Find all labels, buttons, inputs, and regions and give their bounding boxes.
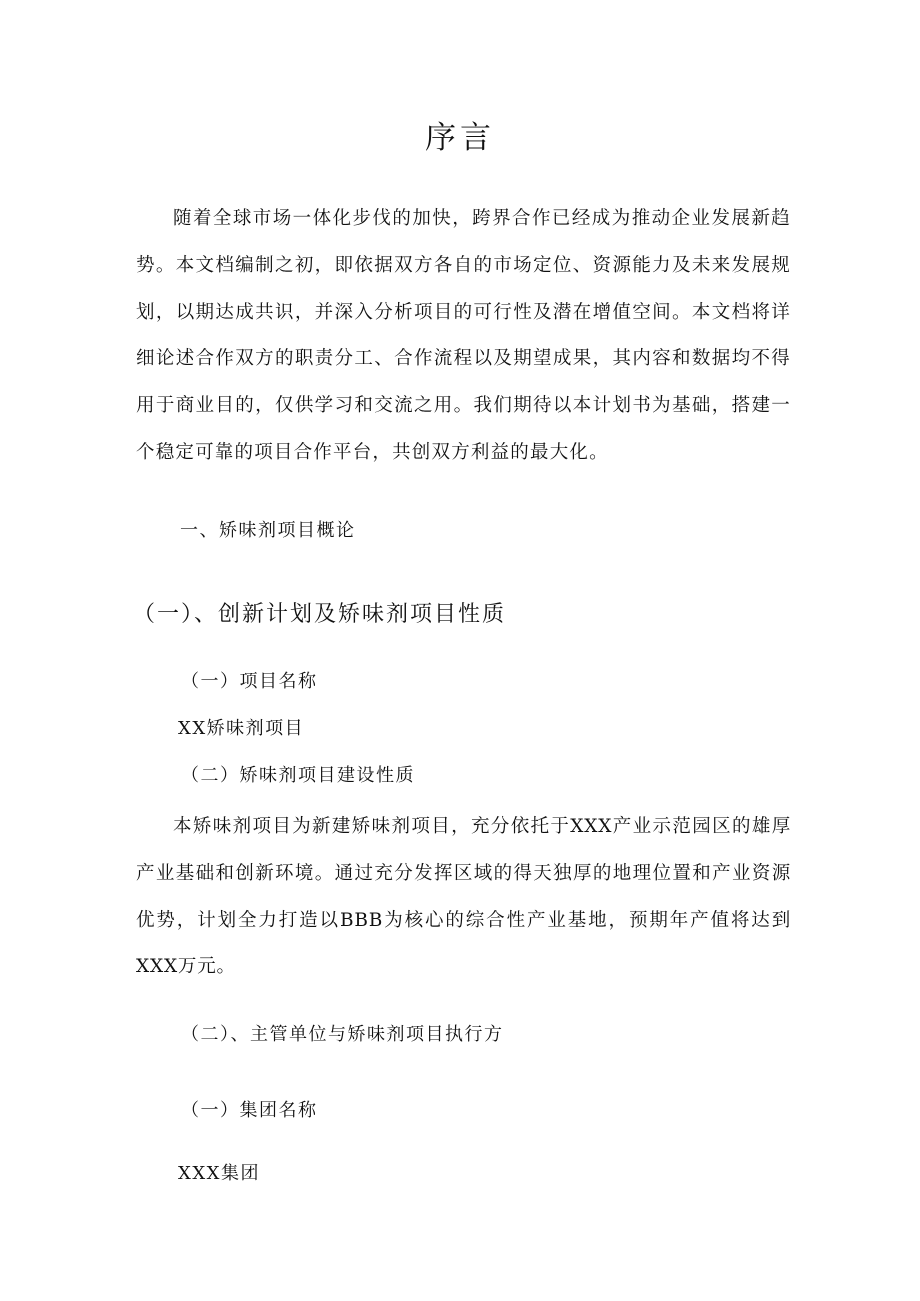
item-label-construction-nature: （二）矫味剂项目建设性质	[181, 765, 415, 786]
subsection-heading-plan-nature: （一）、创新计划及矫味剂项目性质	[133, 602, 507, 627]
item-value-group-name: XXX集团	[178, 1163, 260, 1184]
subsection-heading-executor: （二）、主管单位与矫味剂项目执行方	[181, 1024, 504, 1045]
section-heading-overview: 一、矫味剂项目概论	[180, 520, 356, 541]
item-label-project-name: （一）项目名称	[181, 671, 318, 692]
item-value-project-name: XX矫味剂项目	[178, 718, 305, 739]
preface-paragraph: 随着全球市场一体化步伐的加快，跨界合作已经成为推动企业发展新趋势。本文档编制之初，即依据双方各自的市场定位、资源能力及未来发展规划，以期达成共识，并深入分析项目的可行性及潜在增值空间。本文档将详细论述合作双方的职责分工、合作流程以及期望成果，其内容和数据均不得用于商业目的，仅供学习和交流之用。我们期待以本计划书为基础，搭建一个稳定可靠的项目合作平台，共创双方利益的最大化。	[136, 208, 791, 463]
construction-nature-paragraph: 本矫味剂项目为新建矫味剂项目，充分依托于XXX产业示范园区的雄厚产业基础和创新环境。通过充分发挥区域的得天独厚的地理位置和产业资源优势，计划全力打造以BBB为核心的综合性产业基地，预期年产值将达到XXX万元。	[136, 816, 791, 978]
page-title: 序言	[425, 120, 495, 156]
item-label-group-name: （一）集团名称	[181, 1100, 318, 1121]
